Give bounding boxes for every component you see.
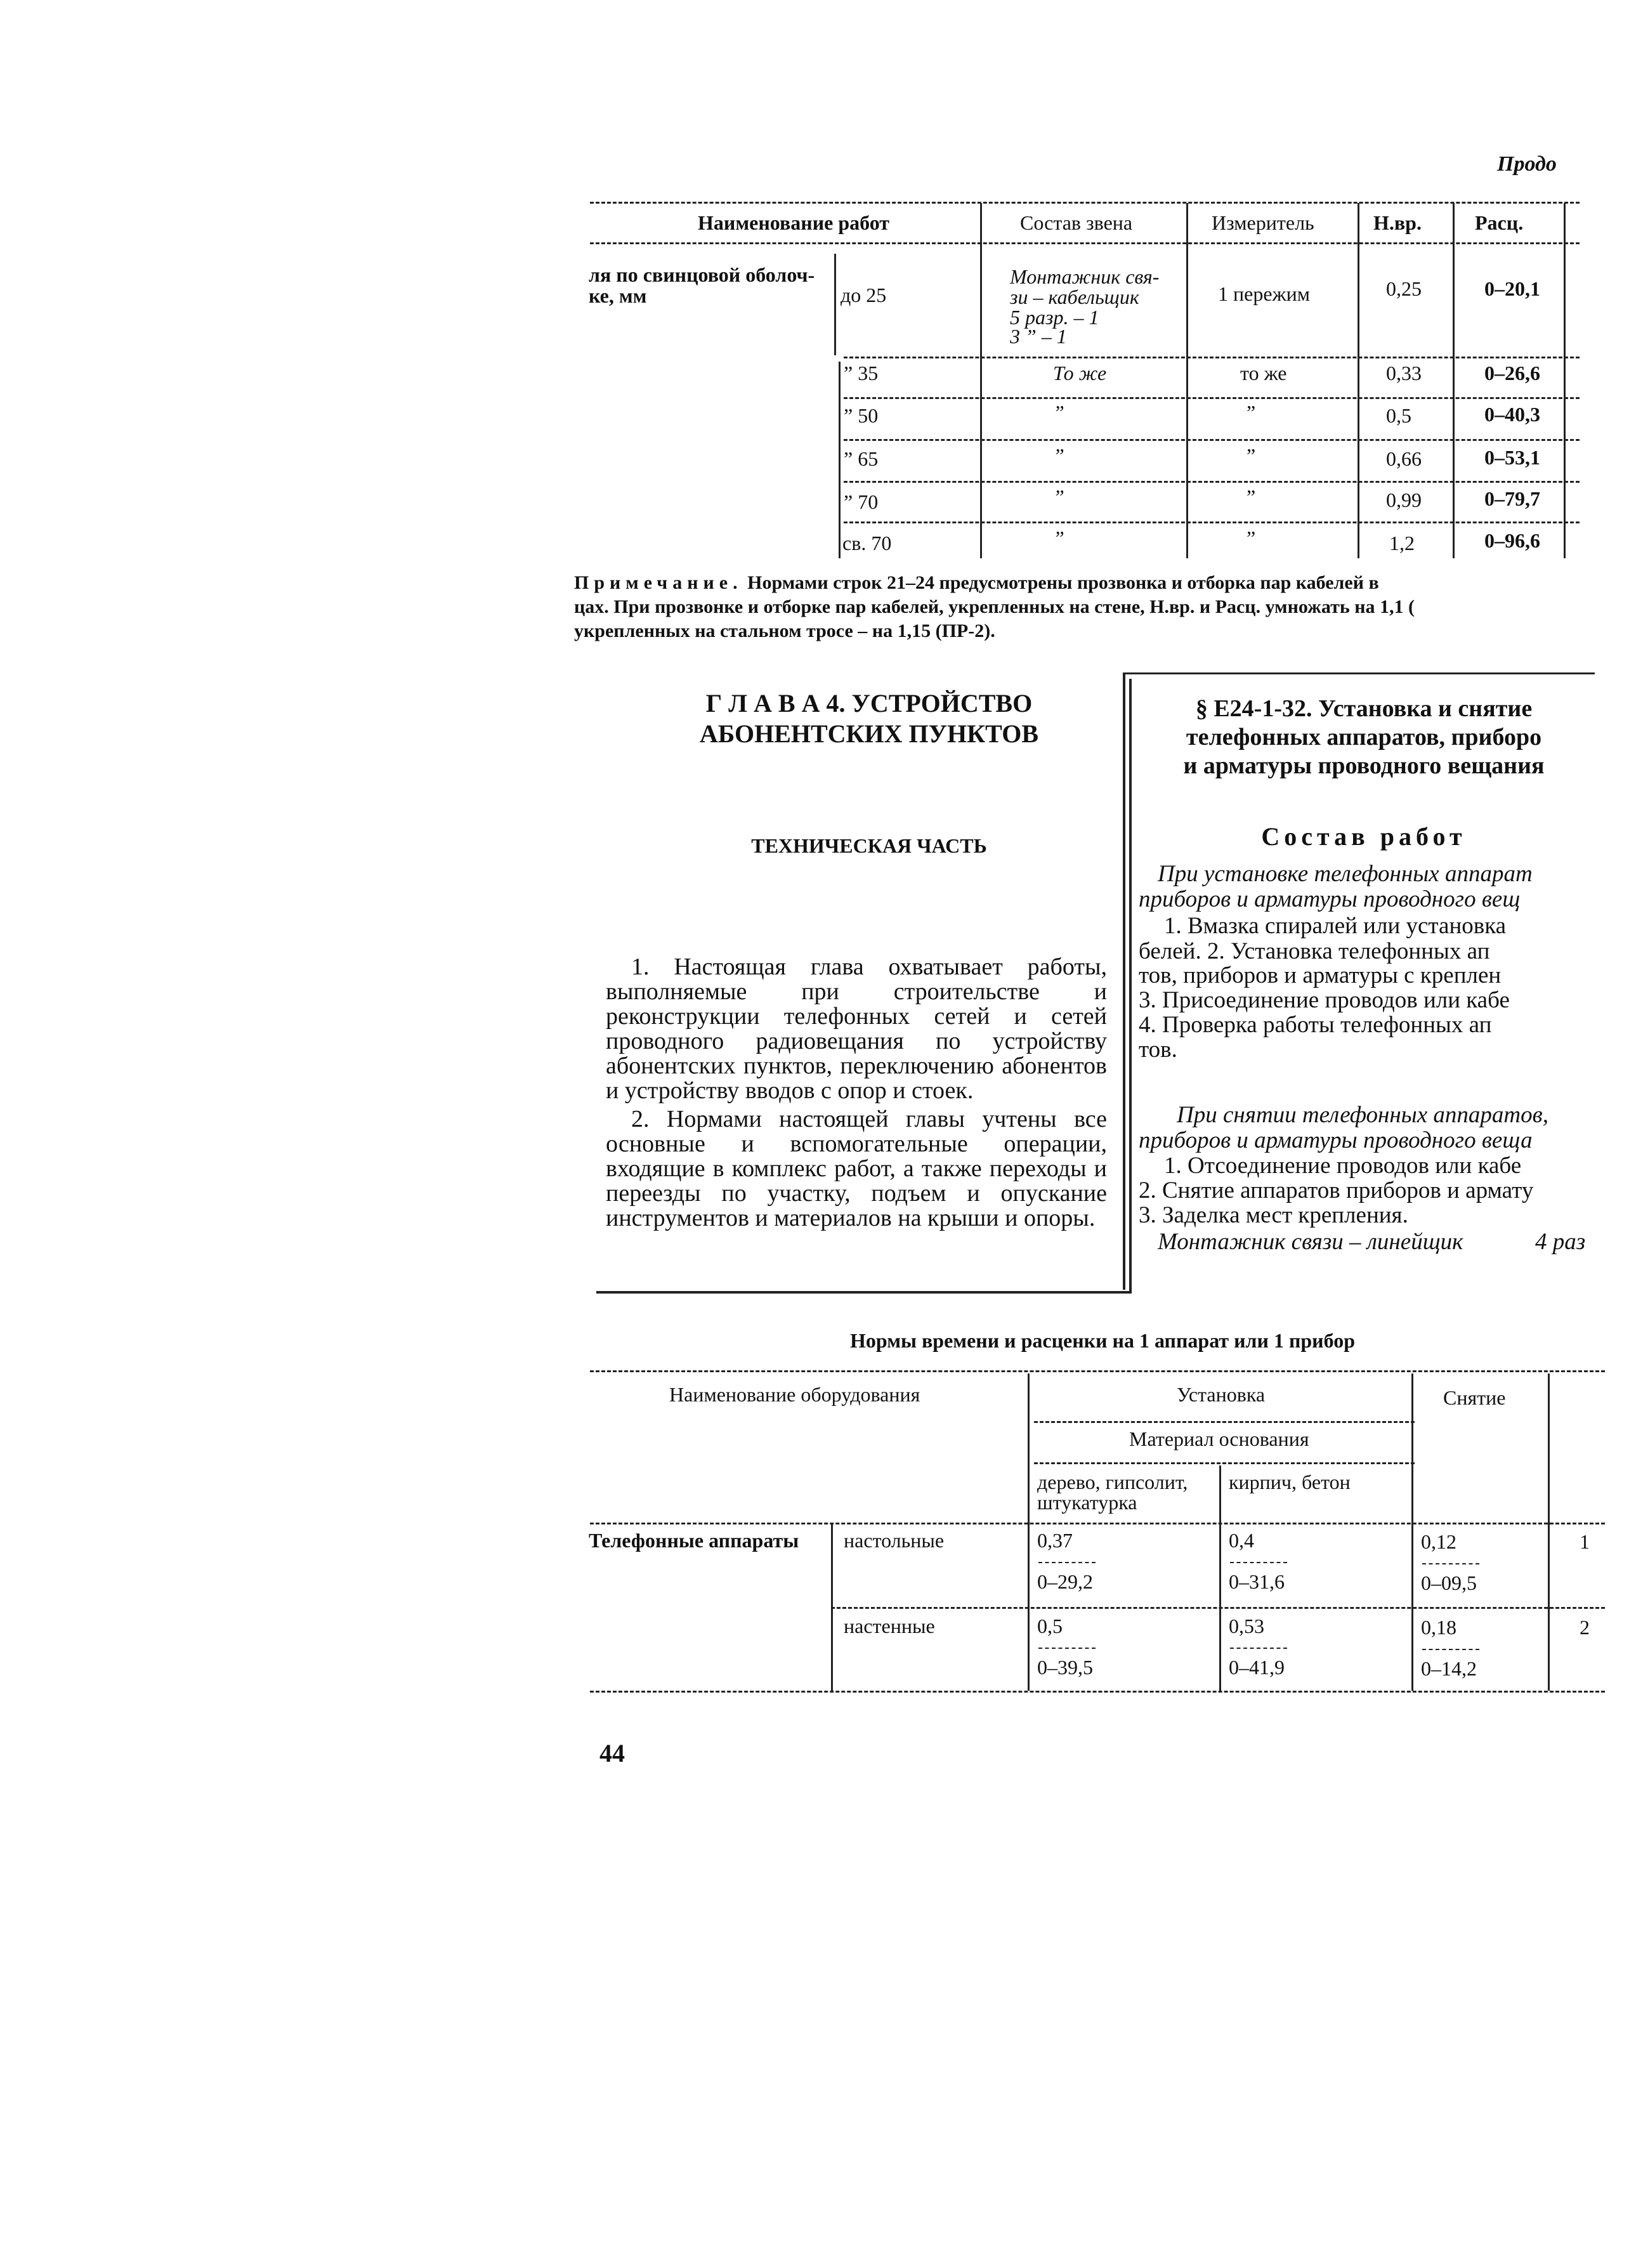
chapter-title: [609, 688, 1129, 749]
section-title-line: телефонных аппаратов, приборо: [1186, 724, 1542, 751]
table2-bottom-rule: [590, 1691, 1605, 1693]
table1-size-divider: [834, 254, 836, 355]
table1-row-unit: ”: [1247, 485, 1256, 508]
table1-row-rule: [844, 521, 1580, 523]
table1-row-rate: 0–40,3: [1484, 403, 1540, 426]
table1-row-nvr: 0,33: [1386, 362, 1422, 384]
install-step: тов, приборов и арматуры с креплен: [1139, 963, 1502, 988]
table2-row-num: 1: [1580, 1530, 1590, 1553]
table1-header-crew: Состав звена: [1020, 211, 1133, 234]
table1-row-rule: [844, 357, 1580, 358]
table1-row-rule: [844, 397, 1580, 399]
note-line: укрепленных на стальном тросе – на 1,15 (ПР-2).: [574, 620, 995, 641]
table1-row-rule: [844, 481, 1580, 483]
table2-removal-nvr: 0,18: [1421, 1616, 1456, 1639]
removal-step: 1. Отсоединение проводов или кабе: [1164, 1153, 1522, 1179]
table1-crew-line: 3 ” – 1: [1010, 325, 1067, 348]
chapter-title-line: АБОНЕНТСКИХ ПУНКТОВ: [699, 719, 1039, 748]
note-label: Примечание.: [574, 572, 743, 593]
table1-row-unit: ”: [1247, 527, 1256, 549]
table2-wood-rate: 0–29,2: [1037, 1570, 1093, 1593]
table1-work-name-cont: ке, мм: [589, 284, 647, 307]
table1-header-rate: Расц.: [1475, 211, 1524, 234]
table1-row-rate: 0–26,6: [1484, 362, 1540, 384]
table1-row-rate: 0–20,1: [1484, 277, 1540, 300]
table2-header-material: Материал основания: [1129, 1427, 1309, 1450]
table1-top-rule: [590, 202, 1580, 204]
table1-row-size: ” 35: [844, 362, 879, 384]
crew-line: Монтажник связи – линейщик: [1158, 1229, 1463, 1255]
table2-header-rule: [1034, 1462, 1415, 1464]
fraction-bar: [1422, 1563, 1479, 1564]
table2-header-wood: дерево, гипсолит,: [1037, 1471, 1188, 1493]
section-title: [1135, 695, 1592, 780]
note-line: Нормами строк 21–24 предусмотрены прозвонка и отборка пар кабелей в: [742, 572, 1379, 593]
table2-removal-nvr: 0,12: [1421, 1530, 1456, 1553]
table2-removal-rate: 0–14,2: [1421, 1657, 1477, 1680]
table2-title: Нормы времени и расценки на 1 аппарат или 1 прибор: [850, 1329, 1355, 1352]
section-title-line: и арматуры проводного вещания: [1183, 752, 1545, 779]
table1-row-size: ” 50: [844, 404, 879, 427]
table1-header-nvr: Н.вр.: [1373, 211, 1422, 234]
section-title-line: § Е24-1-32. Установка и снятие: [1195, 695, 1533, 722]
table1-row-rule: [844, 439, 1580, 441]
table2-header-wood-cont: штукатурка: [1037, 1491, 1137, 1514]
table1-row-size: до 25: [841, 284, 887, 306]
table1-col-divider: [980, 203, 982, 558]
table2-brick-nvr: 0,4: [1229, 1529, 1254, 1552]
table2-row-rule: [831, 1607, 1605, 1609]
table2-header-equipment: Наименование оборудования: [669, 1383, 920, 1406]
table2-group-label: Телефонные аппараты: [589, 1529, 799, 1552]
install-step: 3. Присоединение проводов или кабе: [1139, 988, 1510, 1013]
table1-col-divider: [1186, 203, 1188, 558]
technical-part-heading: ТЕХНИЧЕСКАЯ ЧАСТЬ: [751, 834, 987, 857]
table1-row-crew: ”: [1053, 444, 1064, 467]
table1-crew-line: Монтажник свя-: [1010, 265, 1160, 288]
table2-col-divider: [1219, 1465, 1221, 1691]
table2-col-divider: [1411, 1373, 1413, 1691]
table1-row-size: ” 65: [844, 447, 879, 470]
table1-row-nvr: 0,5: [1386, 404, 1411, 427]
table1-header-work: Наименование работ: [698, 211, 889, 234]
table2-header-install: Установка: [1177, 1383, 1266, 1406]
table2-wood-rate: 0–39,5: [1037, 1656, 1093, 1679]
table1-row-rate: 0–53,1: [1484, 446, 1540, 469]
continuation-label: Продо: [1497, 152, 1557, 176]
install-step: тов.: [1139, 1037, 1177, 1063]
table1-row-crew: ”: [1053, 527, 1064, 549]
note-line: цах. При прозвонке и отборке пар кабелей, укрепленных на стене, Н.вр. и Расц. умножать на 1,1 (: [574, 596, 1415, 617]
table1-col-divider: [1453, 203, 1455, 558]
table2-header-removal: Снятие: [1443, 1386, 1506, 1409]
table1-header-unit: Измеритель: [1212, 211, 1314, 234]
fraction-bar: [1038, 1648, 1096, 1649]
table2-row-type: настенные: [844, 1615, 935, 1637]
install-heading: При установке телефонных аппарат: [1158, 862, 1533, 887]
table1-size-divider: [839, 362, 841, 558]
install-heading-cont: приборов и арматуры проводного вещ: [1139, 887, 1521, 912]
table2-header-brick: кирпич, бетон: [1229, 1471, 1351, 1493]
fraction-bar: [1038, 1562, 1096, 1563]
work-composition-heading: Состав работ: [1261, 822, 1467, 851]
table1-col-divider: [1358, 203, 1359, 558]
table2-brick-rate: 0–41,9: [1229, 1656, 1285, 1679]
removal-step: 2. Снятие аппаратов приборов и армату: [1139, 1178, 1534, 1203]
table1-row-rate: 0–96,6: [1484, 529, 1540, 552]
table1-col-divider: [1564, 203, 1566, 558]
install-step: 4. Проверка работы телефонных ап: [1139, 1013, 1492, 1038]
removal-step: 3. Заделка мест крепления.: [1139, 1203, 1408, 1228]
table1-row-nvr: 0,66: [1386, 447, 1422, 470]
table1-row-unit: то же: [1240, 362, 1287, 384]
table1-row-crew: ”: [1053, 401, 1064, 424]
table1-row-nvr: 0,99: [1386, 488, 1422, 511]
table2-top-rule: [590, 1370, 1605, 1372]
table2-wood-nvr: 0,37: [1037, 1529, 1073, 1552]
table1-row-unit: ”: [1247, 401, 1256, 424]
chapter-paragraph-1: 1. Настоящая глава охватывает работы, выполняемые при строительстве и реконструкции телефонных сетей и сетей проводного радиовещания по устройству абонентских пунктов, переключению абонентов и устройству вводов с опор и стоек.: [606, 954, 1107, 1104]
table2-brick-nvr: 0,53: [1229, 1615, 1264, 1637]
table2-row-type: настольные: [844, 1529, 945, 1552]
table2-wood-nvr: 0,5: [1037, 1615, 1063, 1637]
table1-row-rate: 0–79,7: [1484, 487, 1540, 510]
table1-row-unit: 1 пережим: [1218, 282, 1311, 305]
table2-col-divider: [1548, 1373, 1550, 1691]
table1-note: [574, 571, 1589, 643]
crew-grade: 4 раз: [1535, 1229, 1586, 1255]
table2-removal-rate: 0–09,5: [1421, 1571, 1477, 1594]
fraction-bar: [1230, 1648, 1287, 1649]
table1-row-nvr: 0,25: [1386, 277, 1422, 300]
fraction-bar: [1422, 1649, 1479, 1650]
removal-heading-cont: приборов и арматуры проводного веща: [1139, 1128, 1533, 1153]
table1-row-size: св. 70: [842, 532, 892, 554]
table1-row-nvr: 1,2: [1389, 532, 1415, 554]
table1-row-unit: ”: [1247, 444, 1256, 467]
table2-col-divider: [1028, 1373, 1030, 1691]
install-step: белей. 2. Установка телефонных ап: [1139, 939, 1490, 964]
table1-row-size: ” 70: [844, 490, 879, 513]
table1-row-crew: ”: [1053, 485, 1064, 508]
table2-header-bottom-rule: [590, 1523, 1605, 1524]
table1-work-name: ля по свинцовой оболоч-: [589, 263, 815, 286]
table2-header-rule: [1034, 1421, 1415, 1423]
chapter-paragraph-2: 2. Нормами настоящей главы учтены все основные и вспомогательные операции, входящие в комплекс работ, а также переходы и переезды по участку, подъем и опускание инструментов и материалов на крыши и опоры.: [606, 1106, 1107, 1231]
table1-crew-line: зи – кабельщик: [1010, 285, 1139, 308]
table1-crew-line: 5 разр. – 1: [1010, 306, 1099, 329]
chapter-title-line: Г Л А В А 4. УСТРОЙСТВО: [705, 689, 1033, 718]
table2-col-divider: [831, 1523, 833, 1691]
page-number: 44: [599, 1739, 625, 1767]
install-step: 1. Вмазка спиралей или установка: [1164, 914, 1507, 939]
fraction-bar: [1230, 1562, 1287, 1563]
removal-heading: При снятии телефонных аппаратов,: [1177, 1103, 1548, 1128]
table1-header-rule: [590, 242, 1580, 244]
table1-row-crew: То же: [1053, 362, 1107, 384]
table2-brick-rate: 0–31,6: [1229, 1570, 1285, 1593]
table2-row-num: 2: [1580, 1616, 1590, 1639]
